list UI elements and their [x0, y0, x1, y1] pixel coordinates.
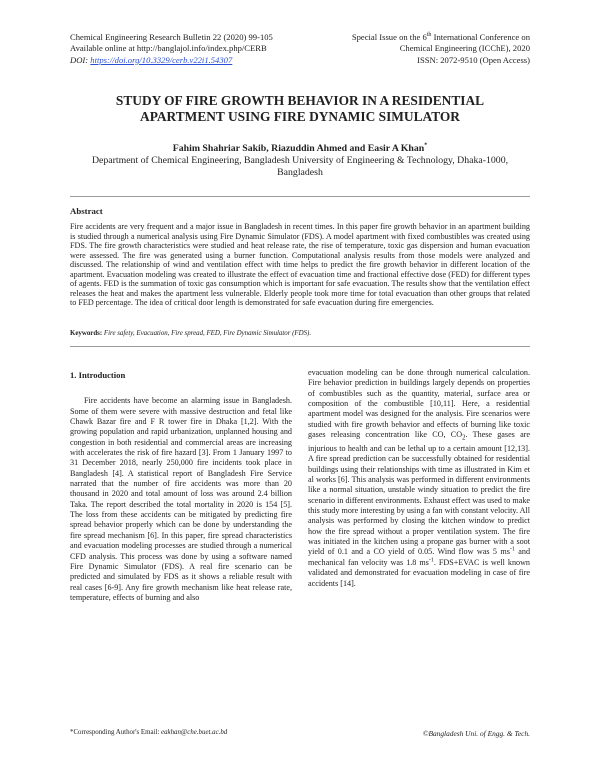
- keywords-label: Keywords:: [70, 330, 103, 337]
- special-issue-line: [352, 32, 530, 43]
- divider-top: [70, 196, 530, 197]
- column-left: [70, 368, 292, 603]
- special-issue-text-end: International Conference on: [431, 32, 530, 42]
- intro-paragraph-left: Fire accidents have become an alarming issue in Bangladesh. Some of them were severe with massive destruction and fetal like Chawk Bazar fire and F R tower fire in Dhaka [1,2]. With the growing population and rapid urbanization, unplanned housing and congestion in both residential and commercial areas are increasing with accelerates the risk of fire hazard [3]. From 1 January 1997 to 31 December 2018, nearly 250,000 fire incidents took place in Bangladesh [4]. A statistical report of Bangladesh Fire Service narrated that the number of fire accidents was more than 20 thousand in 2020 and total amount of loss was around 2.4 billion Taka. The report described the total mortality in 2020 is 154 [5]. The loss from these accidents can be mitigated by predicting fire spread behavior properly which can be done by understanding the fire spread mechanism [6]. In this paper, fire spread characteristics and evacuation modeling processes are studied through a numerical CFD analysis. This process was done by using a software named Fire Dynamic Simulator (FDS). A real fire scenario can be predicted and simulated by FDS as it shows a reliable result with real cases [6-9]. Any fire growth mechanism like heat release rate, temperature, effects of burning and also: [70, 396, 292, 602]
- paper-title: [70, 93, 530, 125]
- keywords-text: Fire safety, Evacuation, Fire spread, FED, Fire Dynamic Simulator (FDS).: [103, 330, 312, 337]
- title-line-1: STUDY OF FIRE GROWTH BEHAVIOR IN A RESIDENTIAL: [115, 93, 485, 108]
- co2-subscript: 2: [462, 434, 466, 442]
- ordinal-sup: th: [426, 32, 432, 39]
- right-text-b: . These gases are injurious to health and can be lethal up to a certain amount [12,13]. A fire spread prediction can be successfully obtained for residential buildings using their relationships with time as illustrated in Kim et al works [6]. This analysis was performed in different environments like a normal situation, unstable windy situation to predict the fire scenario in different environments. Exhaust effect was used to make this study more interesting by using a fan with constant velocity. All analysis was performed by closing the kitchen window to predict how the fire spread without a proper ventilation system. The fire was initiated in the kitchen using a propane gas burner with a soot yield of 0.1 and a CO yield of 0.05. Wind flow was 5 ms: [308, 430, 530, 557]
- right-text-c: and mechanical fan velocity was 1.8 ms: [308, 547, 531, 567]
- copyright: ©Bangladesh Uni. of Engg. & Tech.: [422, 729, 530, 738]
- author-list: [70, 143, 530, 154]
- column-right: [308, 368, 530, 589]
- right-text-d: . FDS+EVAC is well known validated and demonstrated for evacuation modeling in case of fire accidents [14].: [308, 557, 530, 588]
- special-issue-text: Special Issue on the 6: [351, 32, 427, 42]
- corresponding-email: eakhan@che.buet.ac.bd: [161, 729, 228, 736]
- section-heading: 1. Introduction: [70, 370, 126, 380]
- keywords-line: [70, 330, 530, 337]
- doi-label: DOI:: [70, 54, 89, 65]
- divider-bottom: [70, 346, 530, 347]
- journal-url: Available online at http://banglajol.info/index.php/CERB: [70, 43, 267, 54]
- doi-line: [70, 55, 273, 66]
- unit-sup-1: -1: [509, 546, 515, 553]
- affiliation: Department of Chemical Engineering, Bangladesh University of Engineering & Technology, Dhaka-1000, Bangladesh: [91, 155, 509, 179]
- corresponding-mark: *: [424, 142, 428, 149]
- corresponding-author: [70, 729, 227, 736]
- conference-name: Chemical Engineering (ICChE), 2020: [399, 43, 530, 54]
- corresponding-label: *Corresponding Author's Email:: [70, 729, 160, 736]
- abstract-heading: Abstract: [70, 206, 103, 216]
- journal-header-left: [70, 32, 273, 66]
- right-text-a: evacuation modeling can be done through numerical calculation. Fire behavior prediction in buildings largely depends on properties of combustibles such as the quantity, material, surface area or composition of the combustible [10,11]. Here, a residential apartment model was designed for the analysis. Fire scenarios were studied with fire growth behavior and effects of burning like toxic gases releasing concentration like CO, CO: [308, 368, 530, 440]
- journal-header-right: [352, 32, 530, 66]
- journal-citation: Chemical Engineering Research Bulletin 22 (2020) 99-105: [70, 32, 273, 42]
- intro-paragraph-right: [308, 368, 530, 589]
- doi-link[interactable]: https://doi.org/10.3329/cerb.v22i1.54307: [90, 54, 233, 65]
- title-line-2: APARTMENT USING FIRE DYNAMIC SIMULATOR: [140, 109, 460, 124]
- issn-line: ISSN: 2072-9510 (Open Access): [417, 54, 530, 65]
- abstract-text: Fire accidents are very frequent and a major issue in Bangladesh in recent times. In this paper fire growth behavior in an apartment building is studied through a numerical analysis using Fire Dynamic Simulator (FDS). A model apartment with fixed combustibles was created using FDS. The fire growth characteristics were studied and heat release rate, the rise of temperature, toxic gas dispersion and human evacuation were assessed. The fire was generated using a burner function. Computational analysis results from those models were analyzed and discussed. The relationship of wind and ventilation effect with time helps to predict the fire growth behavior in different location of the apartment. Evacuation modeling was created to illustrate the effect of evacuation time and fractional effective dose (FED) for different types of agents. FED is the summation of toxic gas consumption which is important for safe evacuation. The results show that the ventilation effect releases the heat and makes the apartment less vulnerable. Elderly people took more time for total evacuation than other groups that related to FED percentage. The idea of critical door length is demonstrated for safe evacuation during fire emergencies.: [70, 222, 530, 308]
- unit-sup-2: -1: [428, 557, 434, 564]
- author-names: Fahim Shahriar Sakib, Riazuddin Ahmed and Easir A Khan: [172, 143, 425, 154]
